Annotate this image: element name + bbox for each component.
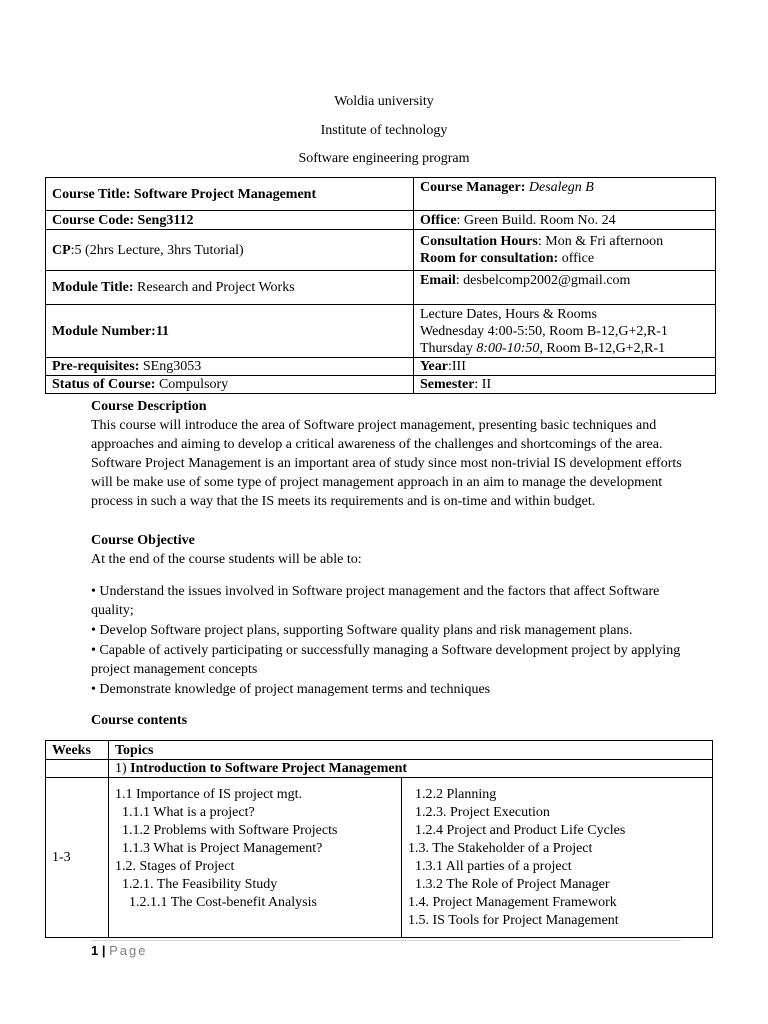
program-name: Software engineering program [298, 151, 470, 166]
course-objective-intro: At the end of the course students will be able to: [91, 552, 362, 567]
objective-bullet: • Capable of actively participating or successfully managing a Software development project by applying project management concepts [91, 643, 681, 677]
footer-divider [91, 940, 681, 941]
topic-item: 1.3.1 All parties of a project [408, 859, 572, 874]
page-word: Page [109, 943, 148, 958]
course-objective-section [91, 531, 691, 569]
topic-item: 1.2.3. Project Execution [408, 805, 550, 820]
course-code-cell: Course Code: Seng3112 [46, 211, 414, 230]
course-manager-cell: Course Manager: Desalegn B [414, 178, 716, 211]
lecture-schedule-cell: Lecture Dates, Hours & Rooms Wednesday 4:00-5:50, Room B-12,G+2,R-1 Thursday 8:00-10:50, Room B-12,G+2,R-1 [414, 305, 716, 358]
topic-item: 1.2.4 Project and Product Life Cycles [408, 823, 626, 838]
topic-item: 1.1.1 What is a project? [115, 805, 255, 820]
course-title-cell: Course Title: Software Project Management [46, 178, 414, 211]
empty-weeks-cell [46, 760, 109, 778]
cp-cell: CP:5 (2hrs Lecture, 3hrs Tutorial) [46, 230, 414, 271]
weeks-value: 1-3 [46, 778, 109, 938]
objective-bullet: • Develop Software project plans, supporting Software quality plans and risk management plans. [91, 623, 633, 638]
left-topics-cell [109, 778, 402, 938]
module-title-cell: Module Title: Research and Project Works [46, 271, 414, 305]
topic-item: 1.3.2 The Role of Project Manager [408, 877, 610, 892]
page-number: 1 [91, 943, 99, 958]
university-name: Woldia university [334, 94, 434, 109]
course-contents-title: Course contents [91, 713, 188, 728]
semester-cell: Semester: II [414, 376, 716, 394]
status-cell: Status of Course: Compulsory [46, 376, 414, 394]
course-contents-table [45, 740, 713, 938]
topic-item: 1.2.1. The Feasibility Study [115, 877, 278, 892]
consultation-cell: Consultation Hours: Mon & Fri afternoon Room for consultation: office [414, 230, 716, 271]
objective-bullets [91, 582, 691, 699]
footer-separator: | [98, 943, 110, 958]
topic-item: 1.5. IS Tools for Project Management [408, 913, 619, 928]
topic-item: 1.2. Stages of Project [115, 859, 235, 874]
module-number-cell: Module Number:11 [46, 305, 414, 358]
topic-item: 1.2.2 Planning [408, 787, 497, 802]
institute-name: Institute of technology [320, 123, 448, 138]
topic-item: 1.4. Project Management Framework [408, 895, 617, 910]
course-description-text: This course will introduce the area of Software project management, presenting basic techniques and approaches and aiming to develop a critical awareness of the challenges and shortcomings of the area. Software Project Management is an important area of study since most non-trivial IS development efforts will be make use of some type of project management approach in an aim to manage the development process in such a way that the IS meets its requirements and is on-time and within budget. [91, 418, 682, 509]
course-description-section [91, 397, 691, 511]
topic-item: 1.1 Importance of IS project mgt. [115, 787, 303, 802]
weeks-header: Weeks [46, 741, 109, 760]
year-cell: Year:III [414, 358, 716, 376]
page-footer [91, 943, 147, 958]
topic-item: 1.2.1.1 The Cost-benefit Analysis [115, 895, 317, 910]
course-objective-heading: Course Objective [91, 533, 195, 548]
right-topics-cell [402, 778, 713, 938]
topic-item: 1.1.3 What is Project Management? [115, 841, 323, 856]
topic-item: 1.3. The Stakeholder of a Project [408, 841, 593, 856]
objective-bullet: • Demonstrate knowledge of project management terms and techniques [91, 682, 491, 697]
course-contents-heading [91, 711, 691, 730]
office-cell: Office: Green Build. Room No. 24 [414, 211, 716, 230]
objective-bullet: • Understand the issues involved in Software project management and the factors that affect Software quality; [91, 584, 660, 618]
topic-item: 1.1.2 Problems with Software Projects [115, 823, 338, 838]
topics-header: Topics [109, 741, 713, 760]
course-description-heading: Course Description [91, 399, 207, 414]
prerequisites-cell: Pre-requisites: SEng3053 [46, 358, 414, 376]
email-cell: Email: desbelcomp2002@gmail.com [414, 271, 716, 305]
section1-title-cell: 1) Introduction to Software Project Management [109, 760, 713, 778]
course-info-table [45, 177, 716, 394]
